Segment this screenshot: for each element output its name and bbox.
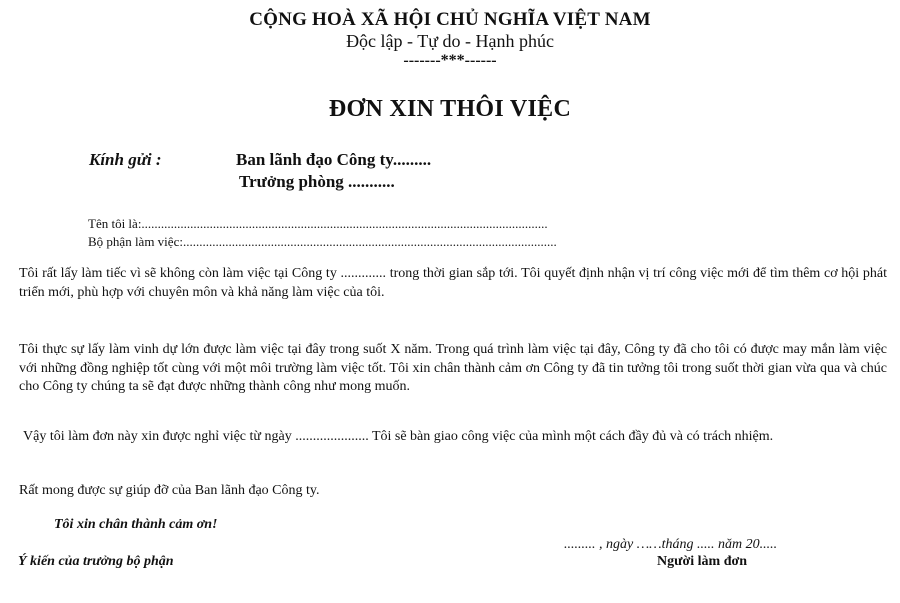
document-title: ĐƠN XIN THÔI VIỆC (328, 96, 572, 122)
body-paragraph-request: Vậy tôi làm đơn này xin được nghỉ việc từ ngày ..................... Tôi sẽ bàn giao công việc của mình một cách đầy đủ và có trách nhiệm. (23, 429, 774, 444)
name-field: Tên tôi là:............................................................................................................................. (88, 216, 548, 231)
body-paragraph-reason: Tôi rất lấy làm tiếc vì sẽ không còn làm việc tại Công ty ............. trong thời gian sắp tới. Tôi quyết định nhận vị trí công việc mới để tìm thêm cơ hội phát triển mới, phù hợp với chuyên môn và khả năng làm việc của tôi. (19, 266, 887, 300)
recipient-company: Ban lãnh đạo Công ty......... (236, 150, 432, 169)
body-paragraph-closing: Rất mong được sự giúp đỡ của Ban lãnh đạo Công ty. (19, 483, 320, 498)
date-line: ......... , ngày ……tháng ..... năm 20..... (564, 537, 778, 552)
manager-opinion-label: Ý kiến của trưởng bộ phận (18, 554, 174, 569)
thanks-line: Tôi xin chân thành cảm ơn! (54, 517, 218, 532)
header-separator: -------***------ (403, 52, 497, 69)
recipient-manager: Trưởng phòng ........... (239, 172, 395, 191)
applicant-signature-label: Người làm đơn (657, 554, 748, 569)
national-motto: Độc lập - Tự do - Hạnh phúc (346, 31, 554, 51)
body-paragraph-gratitude: Tôi thực sự lấy làm vinh dự lớn được làm việc tại đây trong suốt X năm. Trong quá trình làm việc tại đây, Công ty đã cho tôi có được may mắn làm việc với những đồng nghiệp tốt cùng với một môi trường làm việc tốt. Tôi xin chân thành cảm ơn Công ty đã tin tưởng tôi trong suốt thời gian vừa qua và chúc cho Công ty chúng ta sẽ đạt được những thành công như mong muốn. (19, 342, 887, 394)
recipient-label: Kính gửi : (89, 150, 162, 169)
national-title: CỘNG HOÀ XÃ HỘI CHỦ NGHĨA VIỆT NAM (249, 9, 651, 30)
department-field: Bộ phận làm việc:................................................................................................................... (88, 234, 557, 249)
